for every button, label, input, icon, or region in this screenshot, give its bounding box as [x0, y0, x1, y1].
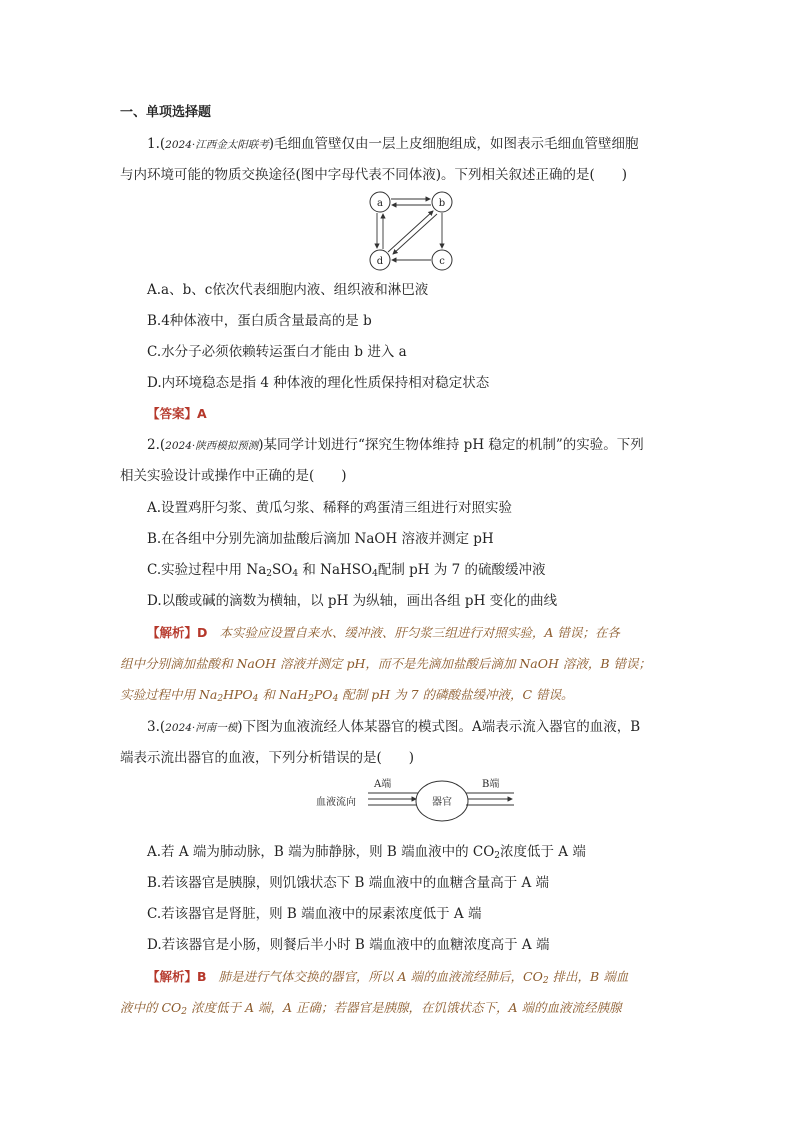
q1-number: 1.( [147, 136, 166, 152]
q2-stem-line-1 [147, 436, 644, 455]
arrow-b-to-d [393, 214, 437, 254]
q3-option-d: D.若该器官是小肠，则餐后半小时 B 端血液中的血糖浓度高于 A 端 [147, 937, 550, 953]
q2-stem-line-2: 相关实验设计或操作中正确的是( ) [120, 468, 347, 484]
q3-source: 2024·河南一模 [165, 722, 238, 734]
q3-blood-flow-diagram [312, 775, 522, 831]
q2-analysis-line-3: 实验过程中用 $Na_2HPO_4$ 和 $NaH_2PO_4$ 配制 pH 为 7 的磷酸盐缓冲液，C 错误。 [120, 687, 574, 704]
q3-stem-text: )下图为血液流经人体某器官的模式图。A端表示流入器官的血液，B [237, 719, 641, 735]
node-d-label: d [376, 256, 384, 267]
answer-value: A [197, 406, 207, 421]
organ-label: 器官 [432, 797, 452, 808]
q3-stem-line-2: 端表示流出器官的血液，下列分析错误的是( ) [120, 750, 415, 766]
q3-analysis-line-2: 液中的 $CO_2$ 浓度低于 A 端，A 正确；若器官是胰腺，在饥饿状态下，A 端的血液流经胰腺 [120, 1000, 622, 1017]
q1-option-b: B.4种体液中，蛋白质含量最高的是 b [147, 313, 372, 329]
node-a-label: a [377, 198, 383, 209]
q1-stem-line-1 [147, 135, 639, 154]
q1-option-d: D.内环境稳态是指 4 种体液的理化性质保持相对稳定状态 [147, 375, 490, 391]
section-title: 一、单项选择题 [120, 105, 212, 120]
b-end-label: B端 [482, 779, 500, 790]
q2-option-a: A.设置鸡肝匀浆、黄瓜匀浆、稀释的鸡蛋清三组进行对照实验 [147, 500, 513, 516]
q3-option-c: C.若该器官是肾脏，则 B 端血液中的尿素浓度低于 A 端 [147, 906, 482, 922]
answer-label: 【答案】 [147, 406, 198, 421]
q1-stem-text: )毛细血管壁仅由一层上皮细胞组成，如图表示毛细血管壁细胞 [268, 136, 639, 152]
analysis-answer: B [197, 969, 207, 984]
q1-answer [147, 405, 207, 423]
flow-direction-label: 血液流向 [316, 797, 356, 808]
q3-option-b: B.若该器官是胰腺，则饥饿状态下 B 端血液中的血糖含量高于 A 端 [147, 875, 550, 891]
q1-body-fluid-diagram [360, 186, 470, 276]
node-b-label: b [438, 198, 446, 209]
q3-analysis-line-1: 【解析】B 肺是进行气体交换的器官，所以 A 端的血液流经肺后，$CO_2$ 排出，B 端血 [147, 969, 629, 986]
q1-option-a: A.a、b、c依次代表细胞内液、组织液和淋巴液 [147, 282, 429, 298]
q1-option-c: C.水分子必须依赖转运蛋白才能由 b 进入 a [147, 344, 407, 360]
analysis-label: 【解析】 [147, 625, 198, 640]
node-c-label: c [439, 256, 445, 267]
q3-option-a: A.若 A 端为肺动脉，B 端为肺静脉，则 B 端血液中的 $CO_2$浓度低于 A 端 [147, 844, 586, 861]
analysis-label: 【解析】 [147, 969, 198, 984]
q2-stem-text: )某同学计划进行“探究生物体维持 pH 稳定的机制”的实验。下列 [258, 437, 644, 453]
q2-source: 2024·陕西模拟预测 [165, 440, 259, 452]
q2-number: 2.( [147, 437, 166, 453]
q2-option-b: B.在各组中分别先滴加盐酸后滴加 NaOH 溶液并测定 pH [147, 531, 494, 547]
q3-number: 3.( [147, 719, 166, 735]
q2-analysis-line-1: 【解析】D 本实验应设置自来水、缓冲液、肝匀浆三组进行对照实验，A 错误；在各 [147, 625, 620, 640]
arrow-d-to-b [388, 211, 433, 252]
q2-option-c: C.实验过程中用 $Na_2SO_4$ 和 NaHSO$_4$配制 pH 为 7 的硫酸缓冲液 [147, 562, 546, 579]
q1-source: 2024·江西金太阳联考 [165, 139, 269, 151]
q2-option-d: D.以酸或碱的滴数为横轴，以 pH 为纵轴，画出各组 pH 变化的曲线 [147, 593, 558, 609]
q3-stem-line-1 [147, 718, 640, 737]
q1-stem-line-2: 与内环境可能的物质交换途径(图中字母代表不同体液)。下列相关叙述正确的是( ) [120, 167, 628, 183]
analysis-answer: D [197, 625, 208, 640]
a-end-label: A端 [374, 779, 392, 790]
q2-analysis-line-2: 组中分别滴加盐酸和 NaOH 溶液并测定 pH，而不是先滴加盐酸后滴加 NaOH 溶液，B 错误； [120, 656, 652, 671]
